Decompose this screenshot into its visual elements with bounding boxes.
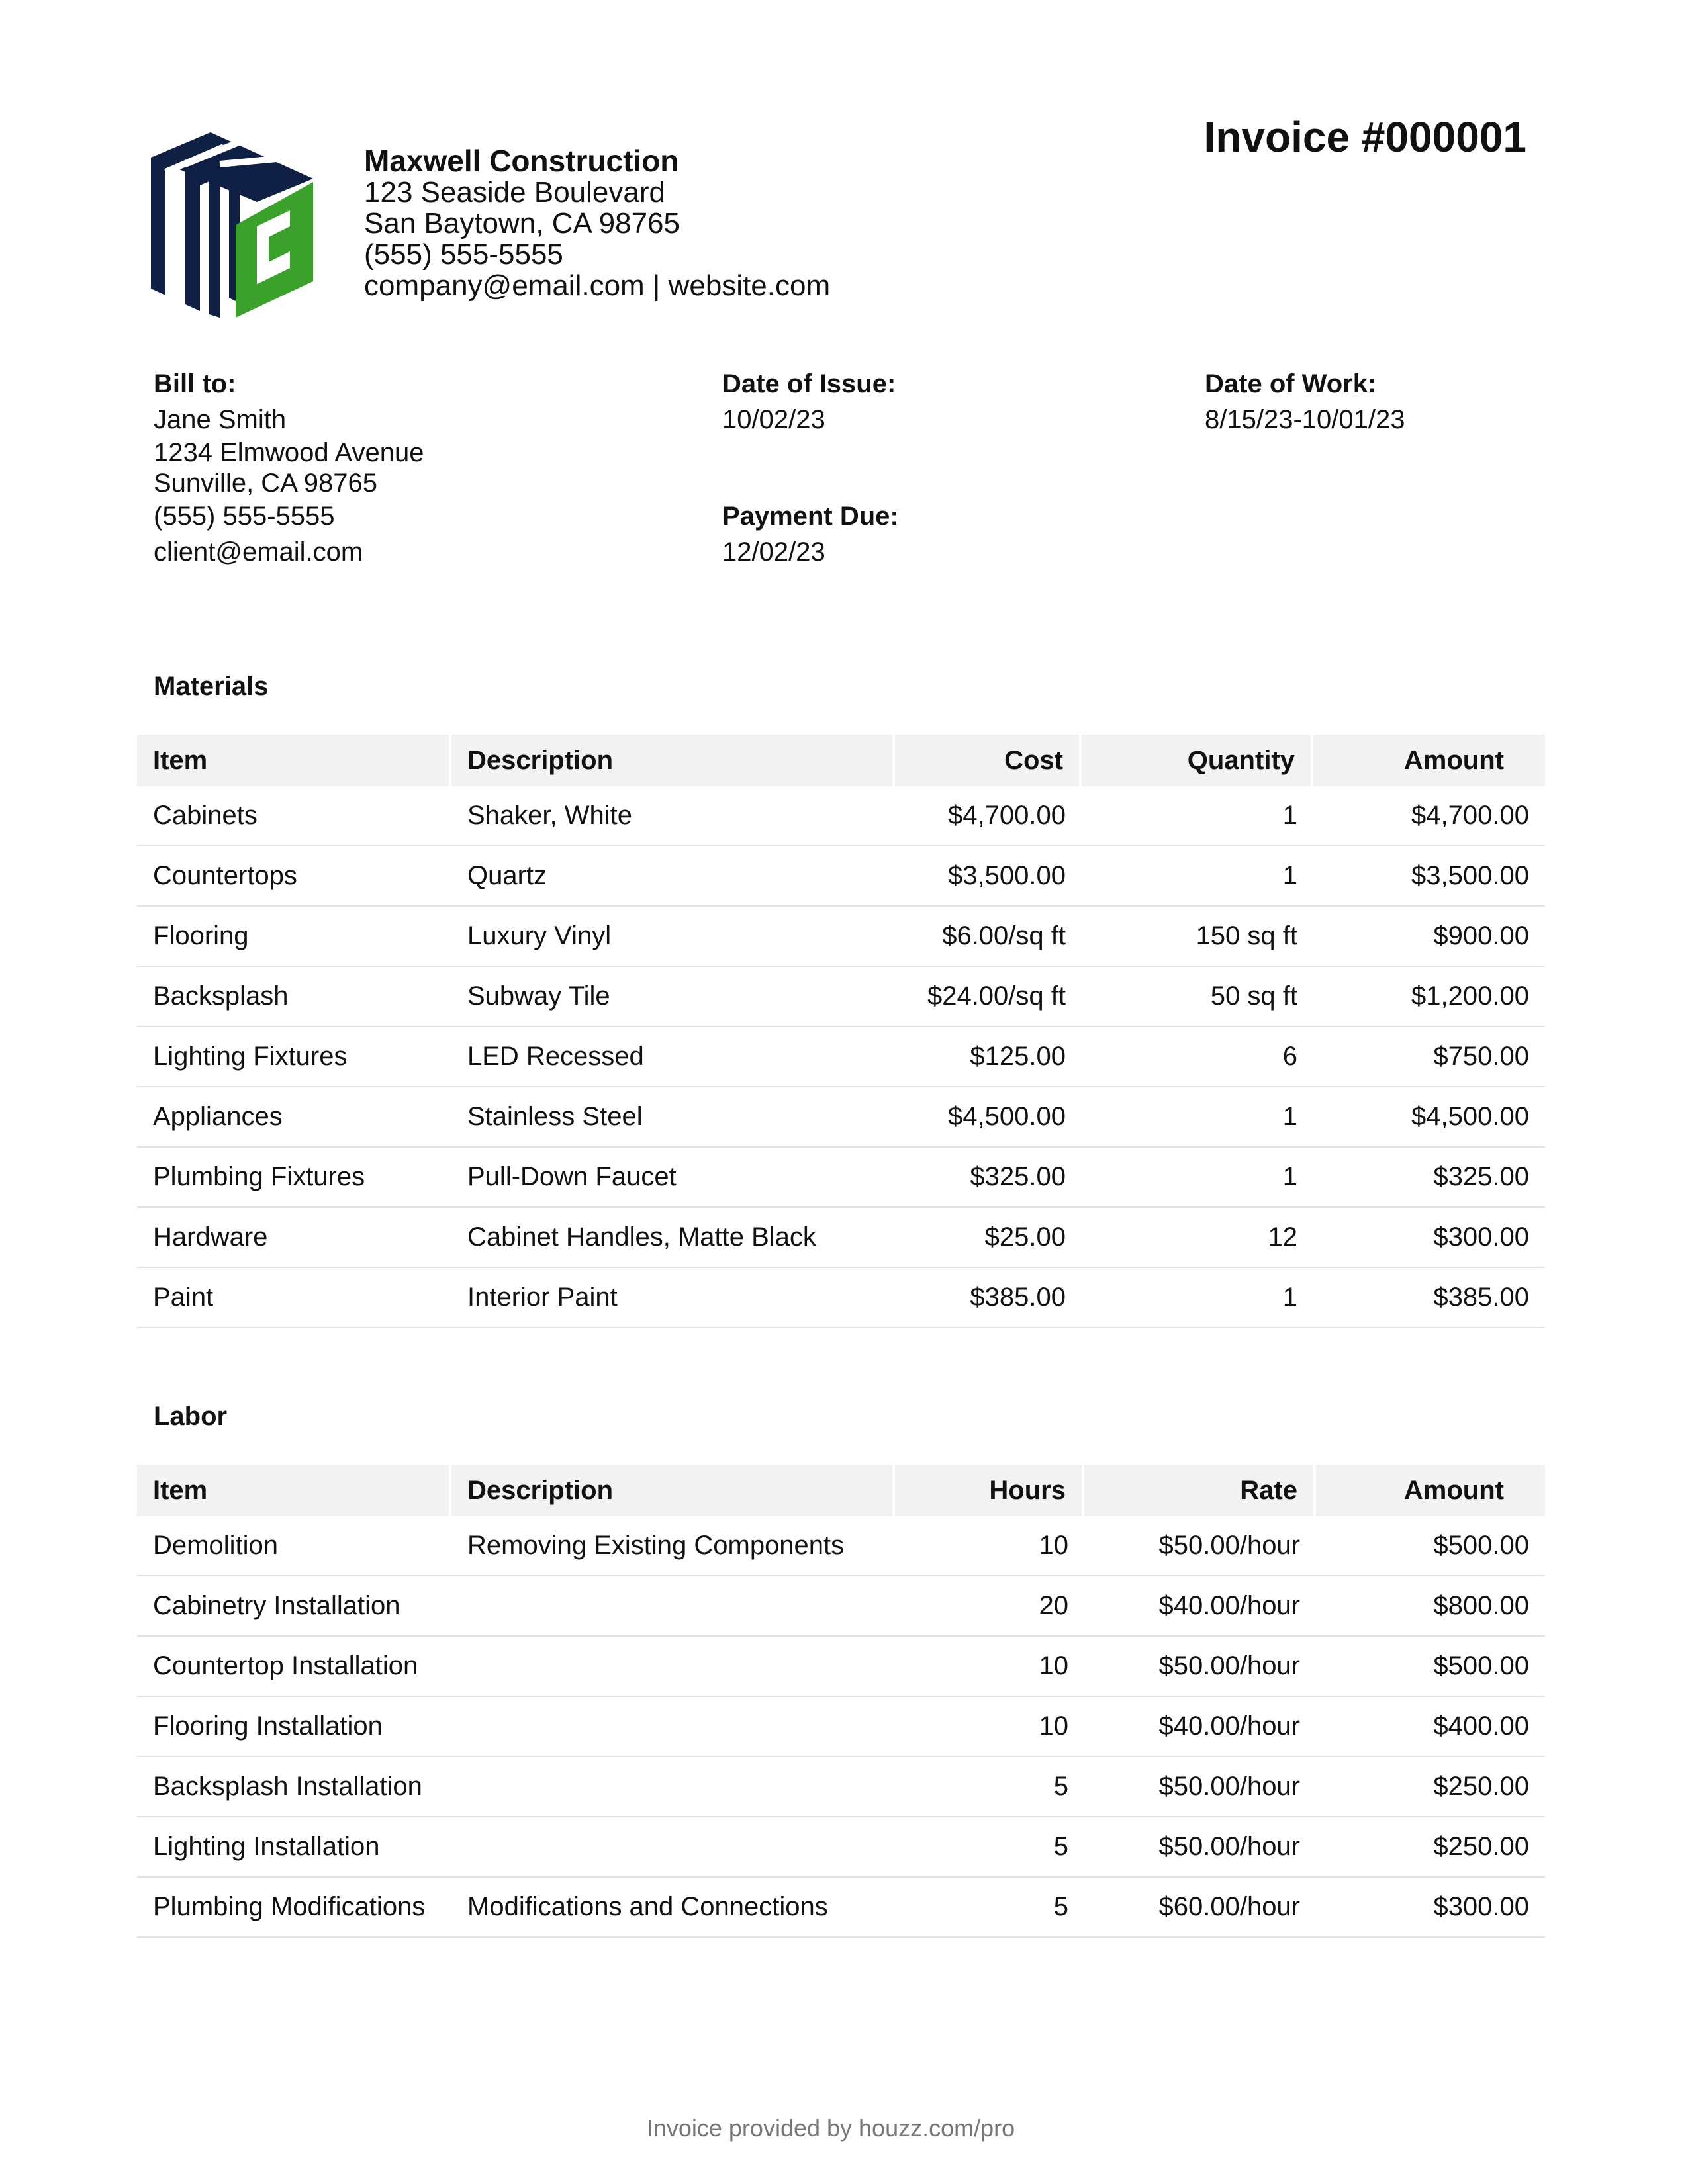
company-info — [364, 146, 830, 301]
labor-row-rate: $40.00/hour — [1084, 1697, 1316, 1757]
labor-row-hours: 10 — [895, 1516, 1084, 1576]
materials-row-item: Backsplash — [137, 967, 451, 1027]
labor-row-hours: 10 — [895, 1697, 1084, 1757]
client-email: client@email.com — [154, 537, 363, 567]
labor-col-description: Description — [451, 1465, 895, 1516]
materials-row-amount: $300.00 — [1313, 1208, 1545, 1268]
materials-header-row — [137, 735, 1545, 786]
labor-row-item: Demolition — [137, 1516, 451, 1576]
labor-row-rate: $50.00/hour — [1084, 1637, 1316, 1697]
date-of-issue-block — [722, 366, 896, 437]
labor-row-description: Removing Existing Components — [451, 1516, 895, 1576]
date-of-issue-label: Date of Issue: — [722, 369, 896, 398]
materials-row-cost: $6.00/sq ft — [895, 907, 1082, 967]
materials-row — [137, 1268, 1545, 1328]
materials-row — [137, 1148, 1545, 1208]
materials-row-item: Hardware — [137, 1208, 451, 1268]
materials-row-amount: $4,500.00 — [1313, 1087, 1545, 1148]
date-of-issue-value: 10/02/23 — [722, 405, 825, 434]
labor-row-item: Cabinetry Installation — [137, 1576, 451, 1637]
client-address-line2: Sunville, CA 98765 — [154, 469, 378, 498]
labor-row-rate: $50.00/hour — [1084, 1757, 1316, 1817]
materials-row-quantity: 12 — [1082, 1208, 1313, 1268]
labor-row — [137, 1516, 1545, 1576]
materials-row-description: Pull-Down Faucet — [451, 1148, 895, 1208]
labor-col-rate: Rate — [1084, 1465, 1316, 1516]
materials-row-item: Cabinets — [137, 786, 451, 846]
company-contact: company@email.com | website.com — [364, 269, 831, 302]
materials-row — [137, 1087, 1545, 1148]
materials-row-quantity: 1 — [1082, 786, 1313, 846]
date-of-work-value: 8/15/23-10/01/23 — [1205, 405, 1405, 434]
labor-col-amount: Amount — [1316, 1465, 1545, 1516]
materials-row-cost: $3,500.00 — [895, 846, 1082, 907]
labor-row-item: Countertop Installation — [137, 1637, 451, 1697]
labor-row-item: Backsplash Installation — [137, 1757, 451, 1817]
labor-row — [137, 1697, 1545, 1757]
labor-row-item: Plumbing Modifications — [137, 1878, 451, 1938]
labor-row-hours: 5 — [895, 1817, 1084, 1878]
materials-row-description: Subway Tile — [451, 967, 895, 1027]
company-logo — [151, 132, 313, 318]
labor-row-amount: $400.00 — [1316, 1697, 1545, 1757]
materials-row-quantity: 1 — [1082, 846, 1313, 907]
materials-row-item: Plumbing Fixtures — [137, 1148, 451, 1208]
materials-col-cost: Cost — [895, 735, 1082, 786]
materials-row-quantity: 150 sq ft — [1082, 907, 1313, 967]
materials-row-description: Stainless Steel — [451, 1087, 895, 1148]
labor-row-amount: $800.00 — [1316, 1576, 1545, 1637]
labor-row-amount: $500.00 — [1316, 1516, 1545, 1576]
company-address-line1: 123 Seaside Boulevard — [364, 176, 665, 208]
labor-row-item: Lighting Installation — [137, 1817, 451, 1878]
materials-row-description: Quartz — [451, 846, 895, 907]
labor-row-description — [451, 1576, 895, 1637]
footer-credit: Invoice provided by houzz.com/pro — [646, 2115, 1015, 2142]
labor-row — [137, 1576, 1545, 1637]
materials-row-cost: $325.00 — [895, 1148, 1082, 1208]
materials-row-item: Flooring — [137, 907, 451, 967]
labor-row-hours: 5 — [895, 1878, 1084, 1938]
labor-row-hours: 10 — [895, 1637, 1084, 1697]
labor-row-hours: 20 — [895, 1576, 1084, 1637]
labor-row-amount: $250.00 — [1316, 1817, 1545, 1878]
materials-row — [137, 1208, 1545, 1268]
materials-row — [137, 1027, 1545, 1087]
materials-col-amount: Amount — [1313, 735, 1545, 786]
labor-row-amount: $250.00 — [1316, 1757, 1545, 1817]
client-phone: (555) 555-5555 — [154, 502, 335, 531]
materials-row-quantity: 1 — [1082, 1148, 1313, 1208]
materials-row-item: Paint — [137, 1268, 451, 1328]
labor-row-rate: $60.00/hour — [1084, 1878, 1316, 1938]
labor-row-description — [451, 1637, 895, 1697]
labor-row-description — [451, 1817, 895, 1878]
payment-due-block — [722, 498, 899, 570]
invoice-title: Invoice #000001 — [1203, 113, 1526, 161]
materials-row-description: Shaker, White — [451, 786, 895, 846]
labor-row-hours: 5 — [895, 1757, 1084, 1817]
materials-title: Materials — [154, 672, 269, 701]
materials-row-amount: $3,500.00 — [1313, 846, 1545, 907]
labor-row — [137, 1757, 1545, 1817]
company-name: Maxwell Construction — [364, 144, 679, 178]
materials-row-quantity: 6 — [1082, 1027, 1313, 1087]
labor-row-amount: $500.00 — [1316, 1637, 1545, 1697]
labor-col-hours: Hours — [895, 1465, 1084, 1516]
materials-row-description: Cabinet Handles, Matte Black — [451, 1208, 895, 1268]
labor-title: Labor — [154, 1402, 228, 1431]
date-of-work-label: Date of Work: — [1205, 369, 1377, 398]
materials-row-cost: $4,700.00 — [895, 786, 1082, 846]
payment-due-label: Payment Due: — [722, 502, 899, 531]
materials-row-amount: $325.00 — [1313, 1148, 1545, 1208]
labor-row-rate: $50.00/hour — [1084, 1516, 1316, 1576]
materials-row-item: Appliances — [137, 1087, 451, 1148]
materials-row-amount: $900.00 — [1313, 907, 1545, 967]
client-address-line1: 1234 Elmwood Avenue — [154, 438, 424, 467]
materials-row-cost: $4,500.00 — [895, 1087, 1082, 1148]
materials-row-cost: $24.00/sq ft — [895, 967, 1082, 1027]
company-address-line2: San Baytown, CA 98765 — [364, 207, 680, 240]
materials-row-amount: $4,700.00 — [1313, 786, 1545, 846]
materials-row-description: Interior Paint — [451, 1268, 895, 1328]
labor-row-item: Flooring Installation — [137, 1697, 451, 1757]
bill-to-label: Bill to: — [154, 369, 236, 398]
labor-header-row — [137, 1465, 1545, 1516]
materials-row-quantity: 1 — [1082, 1268, 1313, 1328]
labor-row-description — [451, 1757, 895, 1817]
materials-row — [137, 786, 1545, 846]
labor-row-description: Modifications and Connections — [451, 1878, 895, 1938]
materials-table — [137, 735, 1545, 1328]
materials-col-item: Item — [137, 735, 451, 786]
materials-row-item: Lighting Fixtures — [137, 1027, 451, 1087]
labor-row-rate: $40.00/hour — [1084, 1576, 1316, 1637]
materials-row-item: Countertops — [137, 846, 451, 907]
materials-row-description: Luxury Vinyl — [451, 907, 895, 967]
mc-cube-logo-icon — [151, 132, 313, 318]
materials-col-quantity: Quantity — [1082, 735, 1313, 786]
materials-row-quantity: 1 — [1082, 1087, 1313, 1148]
client-name: Jane Smith — [154, 405, 287, 434]
labor-row — [137, 1878, 1545, 1938]
company-phone: (555) 555-5555 — [364, 238, 563, 271]
materials-row-cost: $25.00 — [895, 1208, 1082, 1268]
labor-row-description — [451, 1697, 895, 1757]
materials-row-cost: $125.00 — [895, 1027, 1082, 1087]
labor-table — [137, 1465, 1545, 1938]
materials-row-amount: $1,200.00 — [1313, 967, 1545, 1027]
materials-row-amount: $385.00 — [1313, 1268, 1545, 1328]
date-of-work-block — [1205, 366, 1405, 437]
labor-row — [137, 1637, 1545, 1697]
materials-row-cost: $385.00 — [895, 1268, 1082, 1328]
materials-row-quantity: 50 sq ft — [1082, 967, 1313, 1027]
materials-row-amount: $750.00 — [1313, 1027, 1545, 1087]
materials-row — [137, 846, 1545, 907]
labor-row — [137, 1817, 1545, 1878]
payment-due-value: 12/02/23 — [722, 537, 825, 567]
materials-row — [137, 907, 1545, 967]
bill-to-block — [154, 366, 424, 570]
labor-row-rate: $50.00/hour — [1084, 1817, 1316, 1878]
labor-col-item: Item — [137, 1465, 451, 1516]
materials-col-description: Description — [451, 735, 895, 786]
materials-row — [137, 967, 1545, 1027]
labor-row-amount: $300.00 — [1316, 1878, 1545, 1938]
materials-row-description: LED Recessed — [451, 1027, 895, 1087]
